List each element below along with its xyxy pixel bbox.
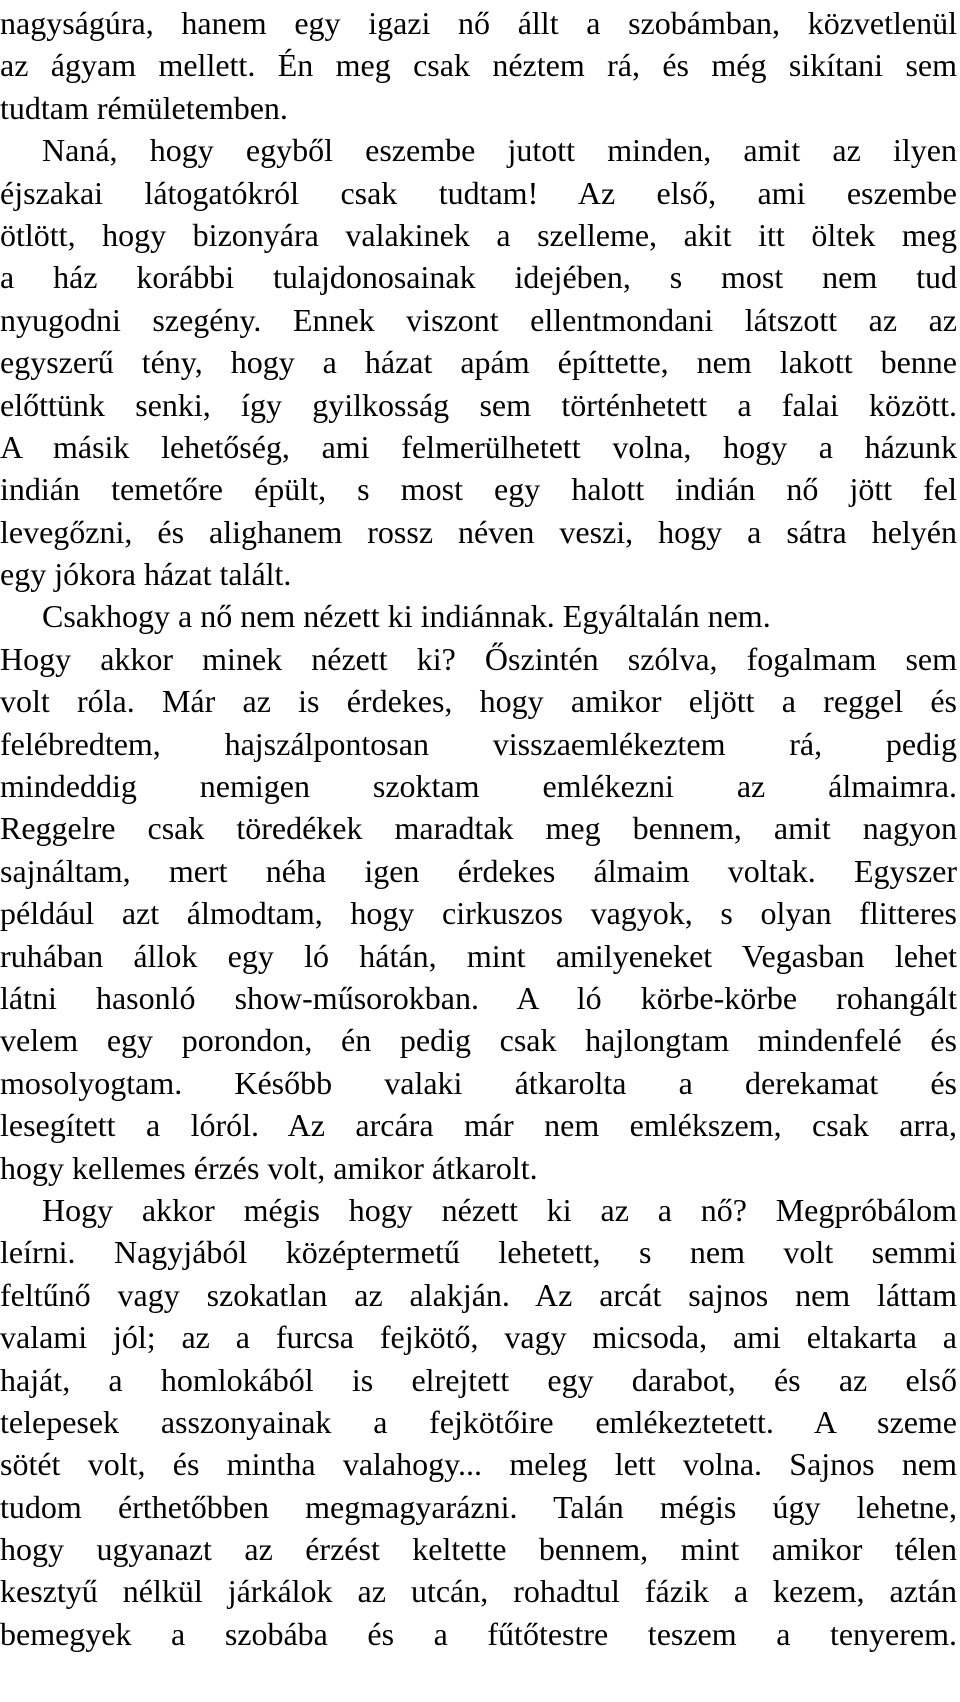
text-line: az ágyam mellett. Én meg csak néztem rá, és még sikítani sem (0, 47, 957, 84)
text-line: feltűnő vagy szokatlan az alakján. Az arcát sajnos nem láttam (0, 1276, 957, 1313)
text-line: a ház korábbi tulajdonosainak idejében, s most nem tud (0, 259, 957, 296)
text-line: például azt álmodtam, hogy cirkuszos vagyok, s olyan flitteres (0, 895, 957, 932)
text-line: tudtam rémületemben. (0, 89, 288, 126)
text-line: valami jól; az a furcsa fejkötő, vagy micsoda, ami eltakarta a (0, 1319, 957, 1356)
text-line: kesztyű nélkül járkálok az utcán, rohadtul fázik a kezem, aztán (0, 1573, 957, 1610)
text-line: lesegített a lóról. Az arcára már nem emlékszem, csak arra, (0, 1107, 957, 1144)
text-line: bemegyek a szobába és a fűtőtestre teszem a tenyerem. (0, 1615, 957, 1652)
text-line: nyugodni szegény. Ennek viszont ellentmondani látszott az az (0, 301, 957, 338)
text-body (0, 2, 957, 1655)
text-line: sötét volt, és mintha valahogy... meleg lett volna. Sajnos nem (0, 1446, 957, 1483)
text-line: ötlött, hogy bizonyára valakinek a szelleme, akit itt öltek meg (0, 216, 957, 253)
text-line: velem egy porondon, én pedig csak hajlongtam mindenfelé és (0, 1022, 957, 1059)
text-line: éjszakai látogatókról csak tudtam! Az első, ami eszembe (0, 174, 957, 211)
text-line: nagyságúra, hanem egy igazi nő állt a szobámban, közvetlenül (0, 5, 957, 41)
text-line: látni hasonló show-műsorokban. A ló körbe-körbe rohangált (0, 979, 957, 1016)
text-line: Naná, hogy egyből eszembe jutott minden, amit az ilyen (42, 132, 957, 169)
text-line: haját, a homlokából is elrejtett egy darabot, és az első (0, 1361, 957, 1398)
text-line: A másik lehetőség, ami felmerülhetett volna, hogy a házunk (0, 428, 957, 465)
text-line: sajnáltam, mert néha igen érdekes álmaim voltak. Egyszer (0, 852, 957, 889)
text-line: hogy ugyanazt az érzést keltette bennem, mint amikor télen (0, 1531, 957, 1568)
text-line: tudom érthetőbben megmagyarázni. Talán mégis úgy lehetne, (0, 1488, 957, 1525)
text-line: egy jókora házat talált. (0, 556, 292, 593)
text-line: levegőzni, és alighanem rossz néven veszi, hogy a sátra helyén (0, 513, 957, 550)
text-line: mosolyogtam. Később valaki átkarolta a derekamat és (0, 1064, 957, 1101)
text-line: Hogy akkor mégis hogy nézett ki az a nő? Megpróbálom (42, 1191, 957, 1228)
text-line: felébredtem, hajszálpontosan visszaemlékeztem rá, pedig (0, 725, 957, 762)
text-line: mindeddig nemigen szoktam emlékezni az álmaimra. (0, 768, 957, 805)
text-line: volt róla. Már az is érdekes, hogy amikor eljött a reggel és (0, 683, 957, 720)
text-line: előttünk senki, így gyilkosság sem történhetett a falai között. (0, 386, 957, 423)
text-line: egyszerű tény, hogy a házat apám építtette, nem lakott benne (0, 344, 957, 381)
text-line: Csakhogy a nő nem nézett ki indiánnak. Egyáltalán nem. (42, 598, 771, 635)
text-line: ruhában állok egy ló hátán, mint amilyeneket Vegasban lehet (0, 937, 957, 974)
text-line: Hogy akkor minek nézett ki? Őszintén szólva, fogalmam sem (0, 640, 957, 677)
text-line: indián temetőre épült, s most egy halott indián nő jött fel (0, 471, 957, 508)
text-line: Reggelre csak töredékek maradtak meg bennem, amit nagyon (0, 810, 957, 847)
text-line: telepesek asszonyainak a fejkötőire emlékeztetett. A szeme (0, 1403, 957, 1440)
text-line: leírni. Nagyjából középtermetű lehetett, s nem volt semmi (0, 1234, 957, 1271)
text-line: hogy kellemes érzés volt, amikor átkarolt. (0, 1149, 538, 1186)
